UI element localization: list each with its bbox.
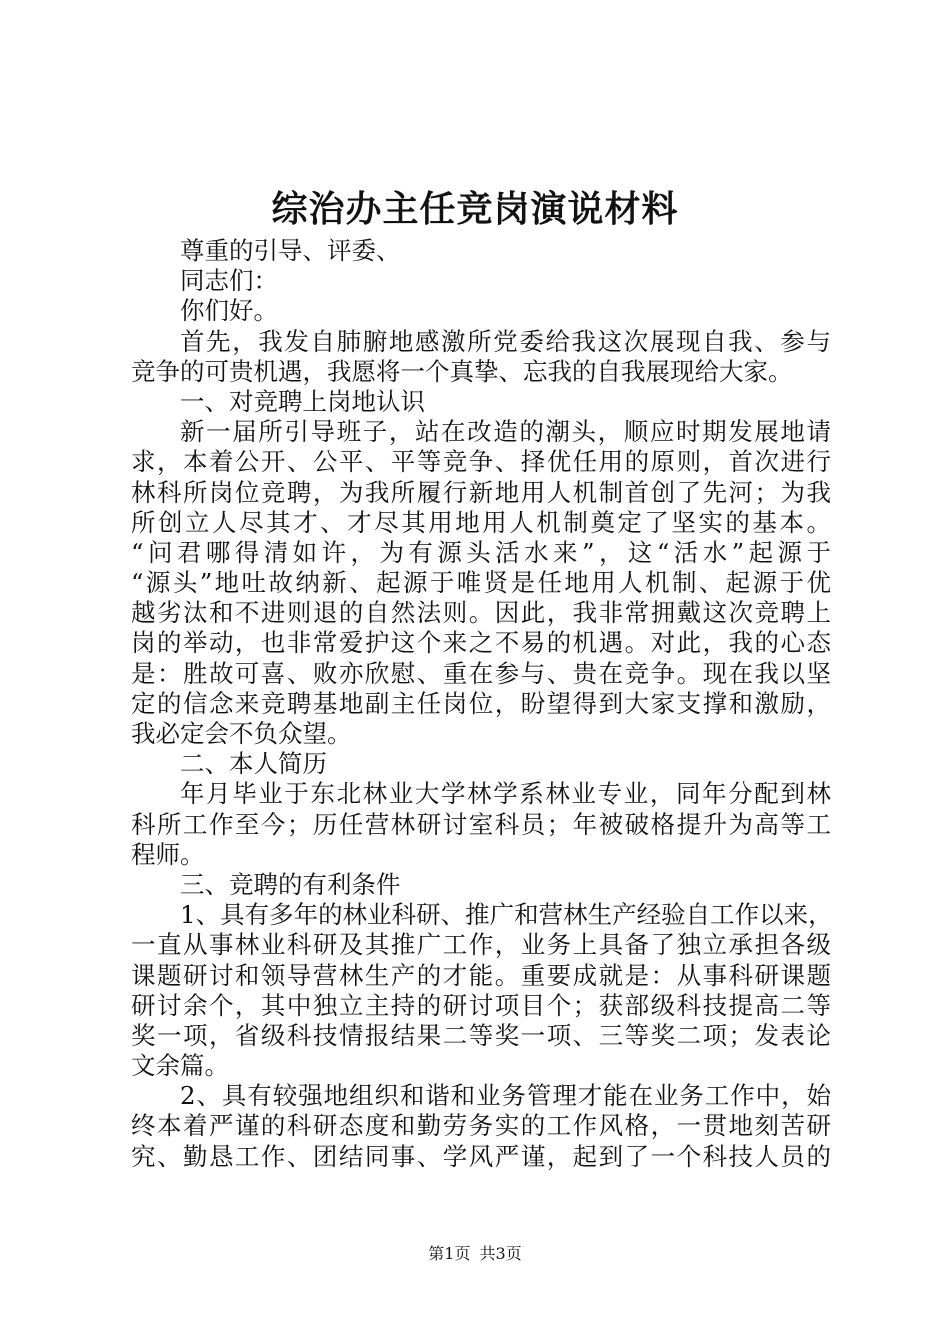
body-line: 科所工作至今；历任营林研讨室科员；年被破格提升为高等工 <box>131 809 831 839</box>
body-line: 1、具有多年的林业科研、推广和营林生产经验自工作以来， <box>180 900 833 930</box>
body-line: 林科所岗位竞聘，为我所履行新地用人机制首创了先河；为我 <box>131 477 831 507</box>
body-line: 越劣汰和不进则退的自然法则。因此，我非常拥戴这次竞聘上 <box>131 598 831 628</box>
body-line: 你们好。 <box>180 296 278 326</box>
body-line: 究、勤恳工作、团结同事、学风严谨，起到了一个科技人员的 <box>131 1141 831 1171</box>
body-line: 岗的举动，也非常爱护这个来之不易的机遇。对此，我的心态 <box>131 628 831 658</box>
body-line: “源头”地吐故纳新、起源于唯贤是任地用人机制、起源于优 <box>131 568 831 598</box>
body-line: 研讨余个，其中独立主持的研讨项目个；获部级科技提高二等 <box>131 990 831 1020</box>
body-line: 是：胜故可喜、败亦欣慰、重在参与、贵在竞争。现在我以坚 <box>131 658 831 688</box>
body-line: 2、具有较强地组织和谐和业务管理才能在业务工作中，始 <box>180 1081 831 1111</box>
body-line: 奖一项，省级科技情报结果二等奖一项、三等奖二项；发表论 <box>131 1020 831 1050</box>
page-number-total: 共3页 <box>479 1244 522 1263</box>
body-line: 尊重的引导、评委、 <box>180 236 401 265</box>
body-line: 同志们： <box>180 266 278 296</box>
document-body <box>131 236 831 1172</box>
body-line: 一、对竞聘上岗地认识 <box>180 386 425 416</box>
document-title: 综治办主任竞岗演说材料 <box>271 188 679 230</box>
body-line: 二、本人简历 <box>180 749 327 779</box>
body-line: 首先，我发自肺腑地感激所党委给我这次展现自我、参与 <box>180 326 831 356</box>
body-line: 所创立人尽其才、才尽其用地用人机制奠定了坚实的基本。 <box>131 507 831 537</box>
body-line: 三、竞聘的有利条件 <box>180 869 401 899</box>
body-line: 竞争的可贵机遇，我愿将一个真挚、忘我的自我展现给大家。 <box>131 356 793 386</box>
body-line: 定的信念来竞聘基地副主任岗位，盼望得到大家支撑和激励， <box>131 688 831 718</box>
body-line: 文余篇。 <box>131 1051 229 1081</box>
body-line: 我必定会不负众望。 <box>131 719 352 748</box>
body-line: 程师。 <box>131 839 205 869</box>
body-line: 新一届所引导班子，站在改造的潮头，顺应时期发展地请 <box>180 417 831 447</box>
body-line: 求，本着公开、公平、平等竞争、择优任用的原则，首次进行 <box>131 447 831 477</box>
body-line: “问君哪得清如许，为有源头活水来”，这“活水”起源于 <box>131 537 831 567</box>
body-line: 一直从事林业科研及其推广工作，业务上具备了独立承担各级 <box>131 930 831 960</box>
page-number-current: 第1页 <box>428 1244 471 1263</box>
body-line: 课题研讨和领导营林生产的才能。重要成就是：从事科研课题 <box>131 960 831 990</box>
page-footer <box>0 1243 950 1265</box>
body-line: 终本着严谨的科研态度和勤劳务实的工作风格，一贯地刻苦研 <box>131 1111 831 1141</box>
body-line: 年月毕业于东北林业大学林学系林业专业，同年分配到林 <box>180 779 831 809</box>
